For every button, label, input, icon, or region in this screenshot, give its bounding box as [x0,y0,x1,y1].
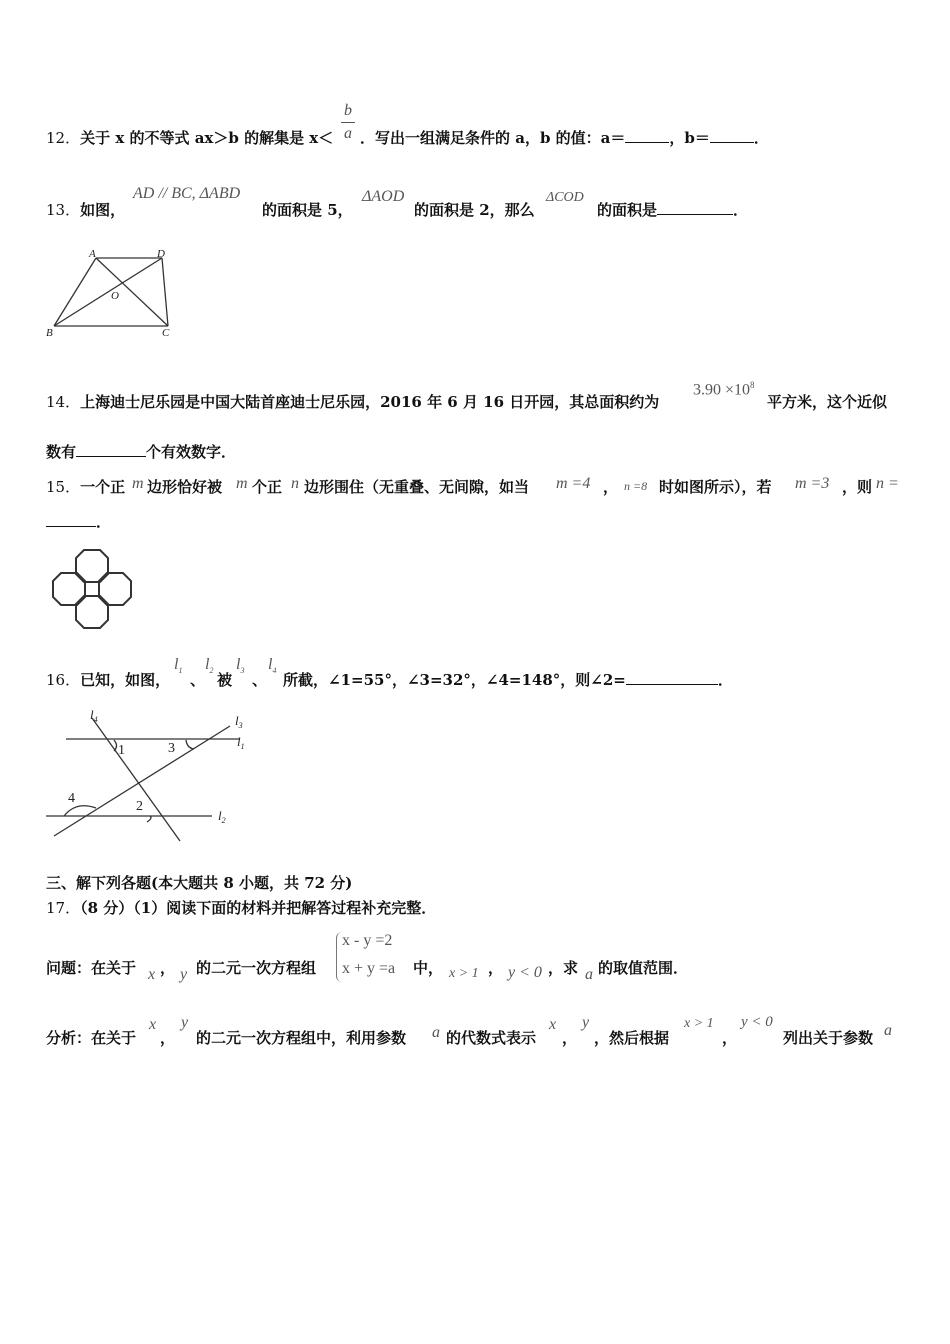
question-number: 13． [46,201,81,219]
line-l4-drawn [92,718,180,841]
label-l2: $l_2$ [218,808,226,825]
answer-blank[interactable] [76,442,146,457]
fraction-b-over-a [341,102,355,143]
q13-end [597,200,748,220]
q13-text-d: 的面积是 [597,201,658,219]
trapezoid-figure [40,244,180,344]
problem-text-e: 的取值范围． [598,959,689,977]
q13-mid [262,200,353,220]
problem-seg4 [548,958,578,978]
var-a: a [432,1024,440,1041]
problem-label [46,958,136,978]
q17-text-a: （8 分）（1）阅读下面的材料并把解答过程补充完整． [80,899,437,917]
mantissa: 3.90 ×10 [693,381,751,399]
q16-text-d: ． [717,671,733,689]
condition-x-gt-1: x > 1 [684,1016,714,1031]
var-y: y [582,1014,590,1031]
segment-dc [162,258,168,326]
q15-seg5 [659,477,772,497]
analysis-text-a: 分析：在关于 [46,1029,137,1047]
q15-comma [603,477,618,497]
q15-seg6 [842,477,872,497]
q14-end [767,392,887,412]
frac-bar [341,122,355,123]
answer-blank-b[interactable] [710,128,754,143]
math-aod: ΔAOD [362,188,405,205]
l-letter: l [205,656,210,673]
line-l3 [236,656,244,675]
exponent: 8 [750,380,755,390]
frac-denominator: a [344,125,352,142]
q14-text-c: 数有 [46,443,77,461]
question-number: 15． [46,478,81,496]
comma: ， [562,1029,578,1047]
math-ad-parallel-bc: AD // BC, ΔABD [133,185,241,202]
answer-blank[interactable] [46,512,96,527]
q16-seg2 [217,670,232,690]
math-scientific-notation [693,380,755,399]
var-x: x [549,1016,557,1033]
q16-text-b: 被 [217,671,233,689]
comma: ， [160,1029,176,1047]
problem-text-d: ，求 [548,959,579,977]
diagonal-bd [54,258,162,326]
subscript: 2 [209,666,214,676]
question-number: 14． [46,393,81,411]
comma: ， [488,959,504,977]
analysis-comma [160,1028,175,1048]
question-14 [46,392,659,412]
q12-text-c: ，b＝ [669,129,710,147]
q13-text-e: ． [733,201,749,219]
problem-text-a: 问题：在关于 [46,959,137,977]
condition-y-lt-0: y < 0 [741,1014,773,1030]
answer-blank[interactable] [626,670,718,685]
q15-text-f: ，则 [842,478,873,496]
condition-x-gt-1: x > 1 [449,966,479,981]
analysis-seg4 [594,1028,669,1048]
q15-text-c: 个正 [252,478,283,496]
comma: ， [603,478,619,496]
q14-text-a: 上海迪士尼乐园是中国大陆首座迪士尼乐园，2016 年 6 月 16 日开园，其总面积约为 [80,393,660,411]
equation-2: x + y =a [342,960,396,977]
label-l1: $l_1$ [237,734,245,751]
q15-text-e: 时如图所示），若 [659,478,772,496]
problem-seg3 [413,958,443,978]
question-number: 16． [46,671,81,689]
problem-text-c: 中， [413,959,444,977]
q12-text-d: ． [753,129,769,147]
problem-comma [160,958,175,978]
math-cod: ΔCOD [546,190,584,205]
analysis-comma3 [722,1028,737,1048]
problem-comma2 [488,958,503,978]
l-letter: l [268,656,273,673]
var-a: a [585,966,593,983]
analysis-comma2 [562,1028,577,1048]
angle-label-3: 3 [168,741,175,756]
angle-label-1: 1 [118,743,125,758]
q12-text-b: ．写出一组满足条件的 a，b 的值：a＝ [360,129,626,147]
analysis-label [46,1028,136,1048]
q13-text-b: 的面积是 5， [262,201,353,219]
var-y: y [181,1014,189,1031]
comma: ， [160,959,176,977]
q13-mid2 [414,200,535,220]
line-l4 [268,656,276,675]
subscript: 3 [240,666,245,676]
problem-text-b: 的二元一次方程组 [196,959,317,977]
question-13 [46,200,125,220]
label-l4: $l_4$ [90,707,98,724]
q14-text-b: 平方米，这个近似 [767,393,888,411]
angle-label-2: 2 [136,799,143,814]
frac-numerator: b [344,102,352,119]
var-m: m [236,475,248,492]
q13-text-c: 的面积是 2，那么 [414,201,535,219]
answer-blank-a[interactable] [625,128,669,143]
q16-seg3 [283,670,733,690]
line-l1 [174,656,182,675]
analysis-text-c: 的代数式表示 [446,1029,537,1047]
question-12 [46,128,333,148]
q15-seg4 [304,477,529,497]
label-l3: $l_3$ [235,713,243,730]
l-letter: l [174,656,179,673]
parallel-lines-figure [40,704,270,850]
m-equals-3: m =3 [795,475,830,492]
q15-seg2 [147,477,222,497]
angle-label-4: 4 [68,791,75,806]
arc-angle-2 [147,816,151,822]
line-l3-drawn [54,726,230,836]
separator: 、 [252,671,268,689]
q14-text-d: 个有效数字． [146,443,237,461]
arc-angle-3 [186,740,194,749]
line-l2 [205,656,213,675]
q15-text-g: ． [96,513,112,531]
q16-text-c: 所截，∠1=55°，∠3=32°，∠4=148°，则∠2= [283,671,626,689]
m-equals-4: m =4 [556,475,591,492]
var-a: a [884,1022,892,1039]
q15-line2 [46,512,111,532]
question-number: 12． [46,129,81,147]
q14-line2 [46,442,236,462]
analysis-seg2 [196,1028,406,1048]
analysis-text-e: 列出关于参数 [783,1029,874,1047]
label-b: B [46,327,53,339]
condition-y-lt-0: y < 0 [508,964,542,981]
var-n: n [291,475,299,492]
q15-text-b: 边形恰好被 [147,478,223,496]
l-letter: l [236,656,241,673]
question-15 [46,477,125,497]
var-x: x [149,1016,157,1033]
var-m: m [132,475,144,492]
label-d: D [157,248,165,260]
analysis-seg3 [446,1028,536,1048]
segment-ab [54,258,96,326]
q16-sep1 [190,670,205,690]
problem-seg5 [598,958,688,978]
comma: ， [722,1029,738,1047]
analysis-seg5 [783,1028,873,1048]
q13-text-a: 如图， [80,201,126,219]
section-3-title: 三、解下列各题(本大题共 8 小题，共 72 分) [46,874,353,892]
octagon-figure [50,546,136,632]
equation-1: x - y =2 [342,932,393,949]
question-16 [46,670,170,690]
q16-sep2 [252,670,267,690]
q15-seg3 [252,477,282,497]
q12-text-a: 关于 x 的不等式 ax＞b 的解集是 x＜ [80,129,334,147]
problem-seg2 [196,958,316,978]
analysis-text-b: 的二元一次方程组中，利用参数 [196,1029,407,1047]
subscript: 4 [272,666,277,676]
q16-text-a: 已知，如图， [80,671,171,689]
var-y: y [180,966,188,983]
center-square [85,582,99,596]
answer-blank[interactable] [657,200,733,215]
q12-rest [360,128,769,148]
arc-angle-4 [64,806,96,816]
question-number: 17． [46,899,81,917]
label-o: O [111,290,119,302]
q15-text-a: 一个正 [80,478,126,496]
separator: 、 [190,671,206,689]
subscript: 1 [178,666,183,676]
var-x: x [148,966,156,983]
label-c: C [162,327,170,339]
label-a: A [89,248,96,260]
question-17 [46,898,436,918]
analysis-text-d: ，然后根据 [594,1029,670,1047]
n-equals: n = [876,475,899,492]
n-equals-8: n =8 [624,479,648,493]
q15-text-d: 边形围住（无重叠、无间隙，如当 [304,478,530,496]
